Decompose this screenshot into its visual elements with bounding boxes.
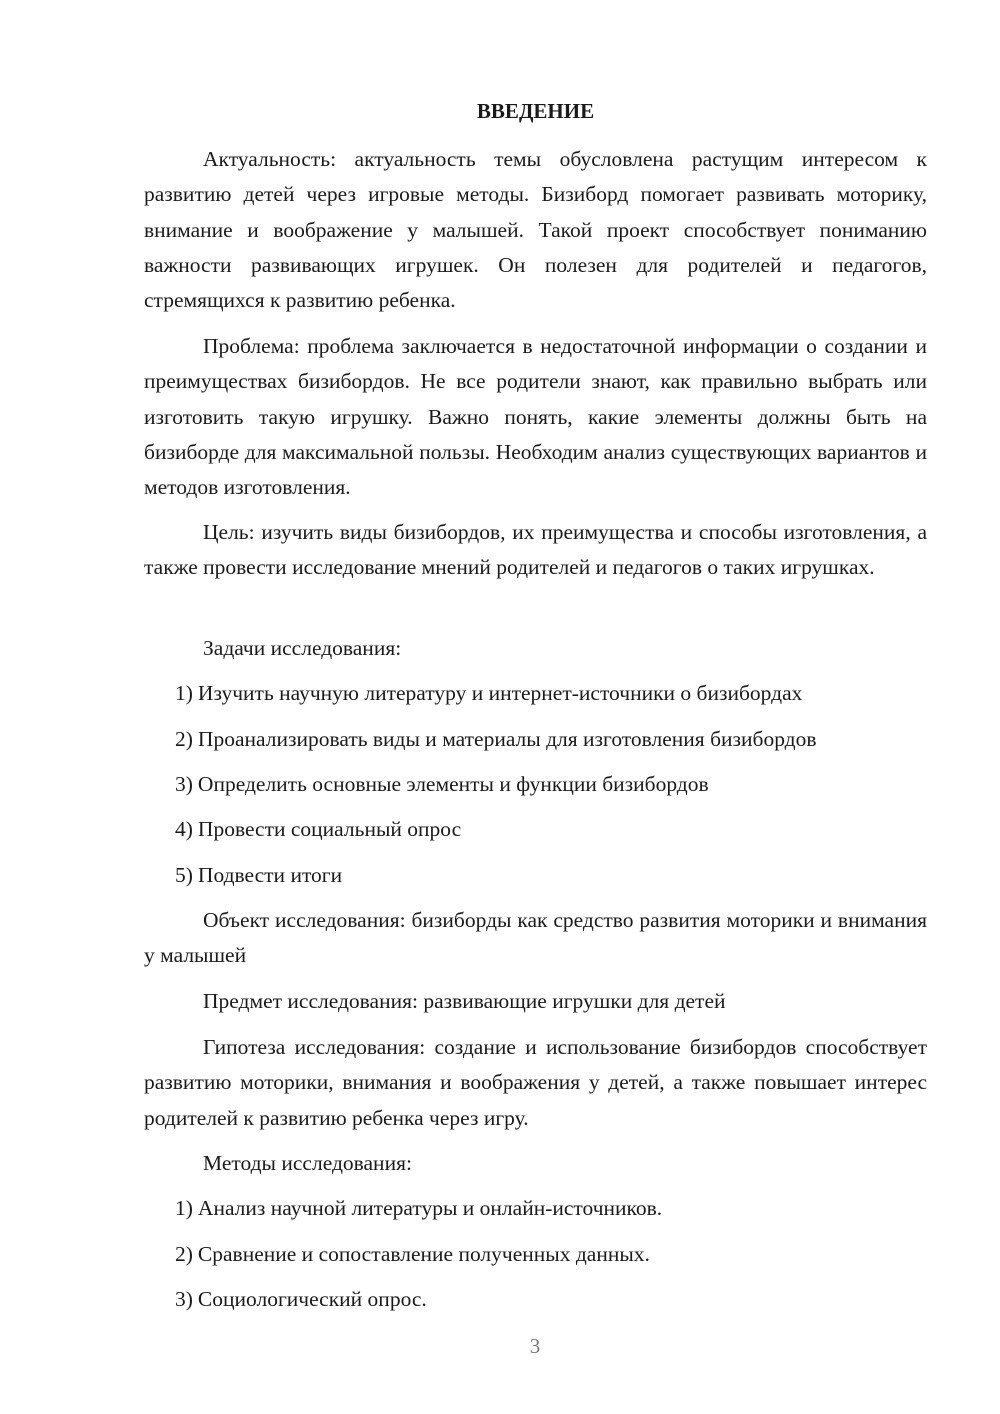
method-item-number: 3) [175, 1287, 193, 1311]
task-item-number: 3) [175, 772, 193, 796]
relevance-paragraph: Актуальность: актуальность темы обусловлена растущим интересом к развитию детей через игровые методы. Бизиборд помогает развивать моторику, внимание и воображение у малышей. Такой проект способствует пониманию важности развивающих игрушек. Он полезен для родителей и педагогов, стремящихся к развитию ребенка. [144, 147, 927, 313]
task-item-text: Проанализировать виды и материалы для изготовления бизибордов [197, 727, 817, 751]
task-item-number: 4) [175, 817, 193, 841]
task-item [175, 722, 935, 757]
problem-paragraph: Проблема: проблема заключается в недостаточной информации о создании и преимуществах бизибордов. Не все родители знают, как правильно выбрать или изготовить такую игрушку. Важно понять, какие элементы должны быть на бизиборде для максимальной пользы. Необходим анализ существующих вариантов и методов изготовления. [144, 334, 927, 500]
task-item-text: Определить основные элементы и функции бизибордов [197, 772, 709, 796]
method-item [175, 1282, 935, 1317]
task-item-number: 2) [175, 727, 193, 751]
tasks-heading: Задачи исследования: [203, 636, 402, 660]
method-item [175, 1237, 935, 1272]
task-item-text: Подвести итоги [197, 863, 343, 887]
task-item [175, 858, 935, 893]
method-item [175, 1191, 935, 1226]
task-item-text: Изучить научную литературу и интернет-источники о бизибордах [197, 681, 803, 705]
method-item-number: 1) [175, 1196, 193, 1220]
task-item-number: 1) [175, 681, 193, 705]
methods-heading: Методы исследования: [203, 1151, 412, 1175]
goal-paragraph: Цель: изучить виды бизибордов, их преимущества и способы изготовления, а также провести исследование мнений родителей и педагогов о таких игрушках. [144, 520, 927, 580]
method-item-number: 2) [175, 1242, 193, 1266]
task-item [175, 812, 935, 847]
subject-paragraph: Предмет исследования: развивающие игрушки для детей [203, 989, 726, 1013]
method-item-text: Социологический опрос. [197, 1287, 427, 1311]
task-item-number: 5) [175, 863, 193, 887]
page-title: ВВЕДЕНИЕ [476, 99, 595, 123]
method-item-text: Сравнение и сопоставление полученных данных. [197, 1242, 650, 1266]
task-item-text: Провести социальный опрос [197, 817, 462, 841]
object-paragraph: Объект исследования: бизиборды как средство развития моторики и внимания у малышей [144, 908, 927, 968]
page-number: 3 [529, 1334, 541, 1358]
hypothesis-paragraph: Гипотеза исследования: создание и использование бизибордов способствует развитию моторики, внимания и воображения у детей, а также повышает интерес родителей к развитию ребенка через игру. [144, 1035, 927, 1130]
task-item [175, 767, 935, 802]
method-item-text: Анализ научной литературы и онлайн-источников. [197, 1196, 663, 1220]
task-item [175, 676, 935, 711]
